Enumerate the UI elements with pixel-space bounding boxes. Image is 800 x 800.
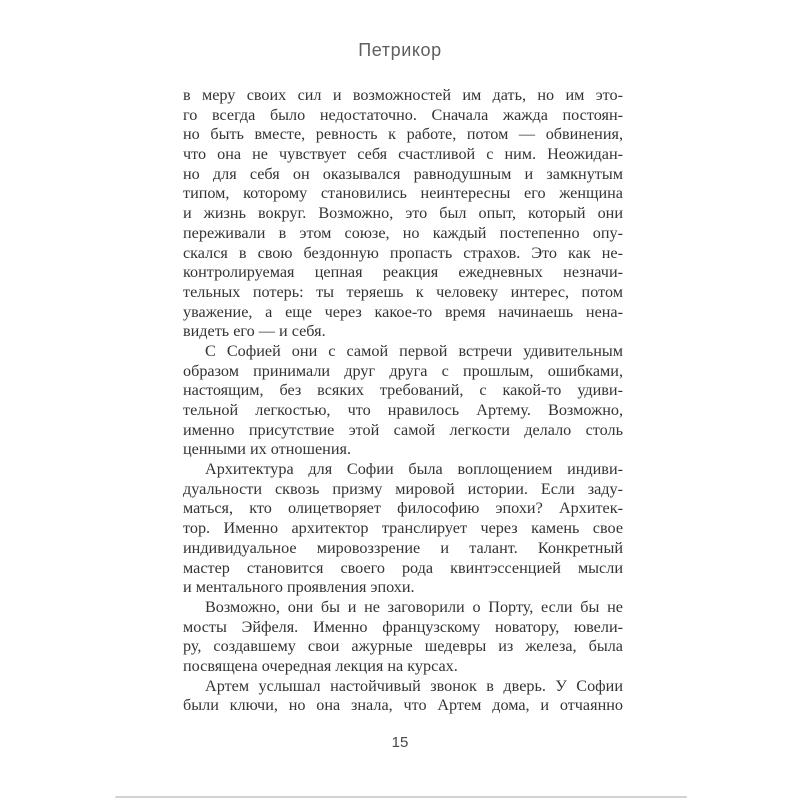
paragraph bbox=[183, 460, 623, 598]
text-line: но быть вместе, ревность к работе, потом — обвинения, bbox=[183, 125, 623, 144]
text-line: маться, кто олицетворяет философию эпохи? Архитек- bbox=[183, 499, 623, 518]
text-line: скался в свою бездонную пропасть страхов. Это как не- bbox=[183, 243, 623, 262]
text-line: посвящена очередная лекция на курсах. bbox=[183, 656, 458, 675]
text-line: типом, которому становились неинтересны его женщина bbox=[183, 184, 623, 203]
text-line: но для себя он оказывался равнодушным и замкнутым bbox=[183, 164, 623, 183]
text-line: переживали в этом союзе, но каждый постепенно опу- bbox=[183, 223, 623, 242]
text-line: Артем услышал настойчивый звонок в дверь. У Софии bbox=[205, 676, 623, 695]
text-line: настоящим, без всяких требований, с какой-то удиви- bbox=[183, 381, 623, 400]
text-line: в меру своих сил и возможностей им дать, но им это- bbox=[183, 86, 623, 104]
text-line: тельных потерь: ты теряешь к человеку интерес, потом bbox=[183, 282, 623, 301]
paragraph bbox=[183, 677, 623, 716]
text-line: дуальности сквозь призму мировой истории. Если заду- bbox=[183, 479, 623, 498]
text-line: и ментального проявления эпохи. bbox=[183, 578, 415, 597]
paragraph bbox=[183, 598, 623, 677]
text-line: что она не чувствует себя счастливой с ним. Неожидан- bbox=[183, 145, 623, 164]
text-line: образом принимали друг друга с прошлым, ошибками, bbox=[183, 361, 623, 380]
page-number: 15 bbox=[391, 734, 409, 751]
paragraph bbox=[183, 86, 623, 342]
text-line: ру, создавшему свои ажурные шедевры из железа, была bbox=[183, 637, 623, 656]
text-line: тор. Именно архитектор транслирует через камень свое bbox=[183, 519, 623, 538]
text-line: были ключи, но она знала, что Артем дома, и отчаянно bbox=[183, 696, 623, 715]
text-column bbox=[183, 86, 623, 716]
text-line: индивидуальное мировоззрение и талант. Конкретный bbox=[183, 538, 623, 557]
text-line: тельной легкостью, что нравилось Артему. Возможно, bbox=[183, 401, 623, 419]
text-line: го всегда было недостаточно. Сначала жажда постоян- bbox=[183, 105, 623, 124]
text-line: Возможно, они бы и не заговорили о Порту, если бы не bbox=[205, 597, 623, 616]
text-line: мастер становится своего рода квинтэссенцией мысли bbox=[183, 558, 623, 577]
text-line: ценными их отношения. bbox=[183, 440, 351, 459]
text-line: уважение, а еще через какое-то время начинаешь нена- bbox=[183, 302, 623, 321]
text-line: и жизнь вокруг. Возможно, это был опыт, который они bbox=[183, 204, 623, 223]
paragraph bbox=[183, 342, 623, 460]
text-line: мосты Эйфеля. Именно французскому новатору, ювели- bbox=[183, 617, 623, 636]
text-line: именно присутствие этой самой легкости делало столь bbox=[183, 420, 623, 439]
text-line: Архитектура для Софии была воплощением индиви- bbox=[205, 460, 623, 479]
text-line: видеть его — и себя. bbox=[183, 322, 326, 341]
running-head: Петрикор bbox=[358, 40, 442, 60]
page-edge-shadow bbox=[115, 796, 687, 798]
text-line: контролируемая цепная реакция ежедневных незначи- bbox=[183, 263, 623, 282]
text-line: С Софией они с самой первой встречи удивительным bbox=[205, 341, 623, 360]
